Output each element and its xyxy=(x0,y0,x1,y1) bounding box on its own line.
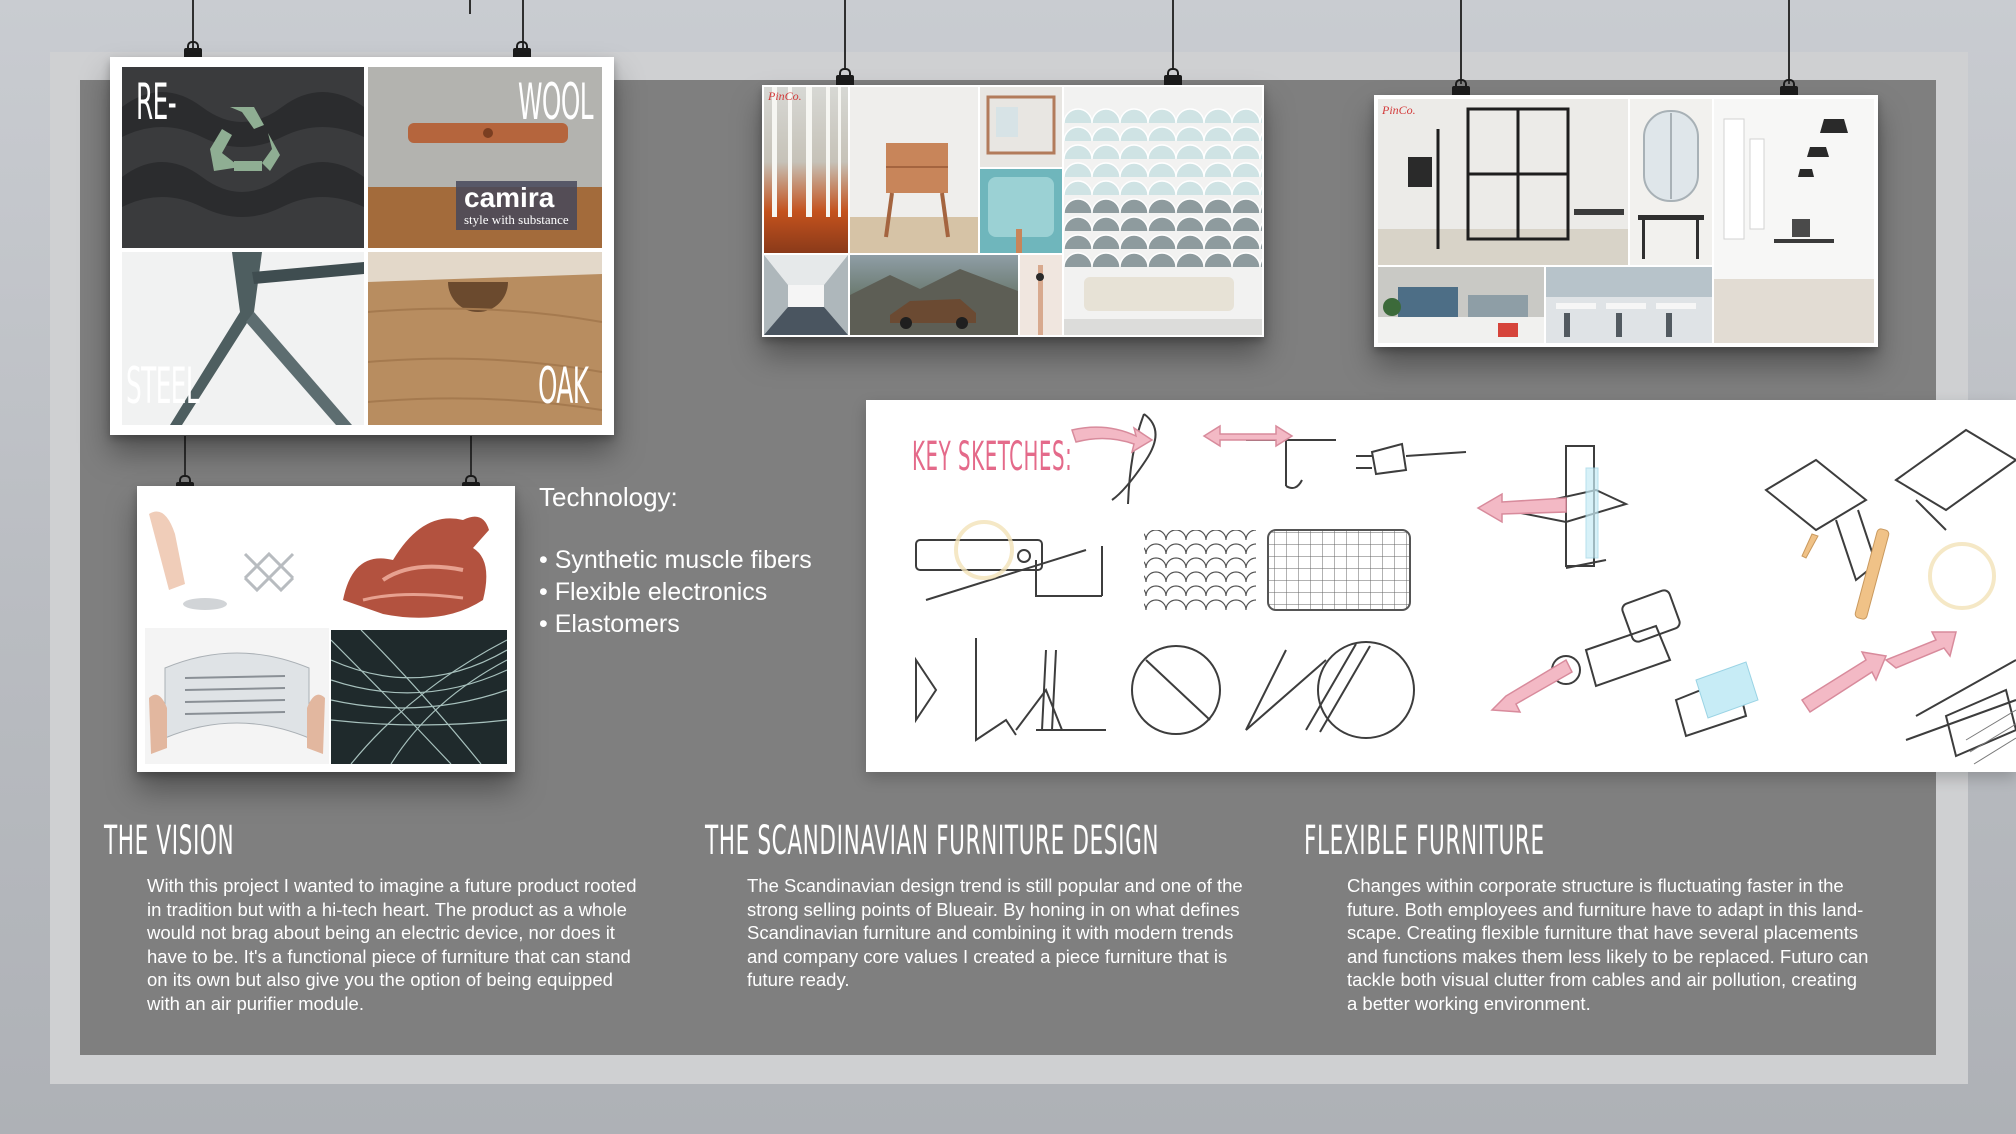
fibers-graphic xyxy=(331,630,507,764)
section-line: The Scandinavian design trend is still popular and one of the xyxy=(747,875,1243,896)
detail-tile xyxy=(1020,255,1062,335)
key-sketches-panel xyxy=(866,400,2016,772)
interior-graphic xyxy=(980,87,1062,167)
section-line: have to be. It's a functional piece of furniture that can stand xyxy=(147,945,631,967)
scale-pattern-sketch xyxy=(1144,530,1256,610)
workstation-graphic xyxy=(1546,267,1712,343)
flexible-electronics-tile xyxy=(145,628,329,764)
car-landscape-tile xyxy=(850,255,1018,335)
hanging-string xyxy=(1788,0,1790,84)
hanging-string xyxy=(1460,0,1462,84)
section-heading-flexible: FLEXIBLE FURNITURE xyxy=(1304,818,1545,864)
material-label-oak: OAK xyxy=(538,357,589,415)
corridor-tile xyxy=(764,255,848,335)
glass-office-tile xyxy=(1378,99,1628,265)
brand-mark: PinCo. xyxy=(768,89,802,103)
window-desk-tile xyxy=(1630,99,1712,265)
section-body-vision xyxy=(147,874,636,1016)
scandinavian-moodboard-poster xyxy=(762,85,1264,337)
section-line: With this project I wanted to imagine a future product rooted xyxy=(147,875,637,896)
section-line: and functions makes them less likely to be replaced. Futuro can xyxy=(1347,945,1869,967)
loft-office-tile xyxy=(1714,99,1874,343)
hanging-string xyxy=(844,0,846,70)
workstation-tile xyxy=(1546,267,1712,343)
section-line: strong selling points of Blueair. By honing in on what defines xyxy=(747,898,1240,920)
window-desk-graphic xyxy=(1630,99,1712,265)
sketches-title: KEY SKETCHES: xyxy=(912,434,1073,480)
scallop-wall-graphic xyxy=(1064,87,1262,335)
lattice-tile xyxy=(145,494,321,618)
elastomer-fibers-tile xyxy=(331,630,507,764)
brand-tagline: style with substance xyxy=(464,212,569,227)
corridor-graphic xyxy=(764,255,848,335)
technology-item: • Synthetic muscle fibers xyxy=(539,544,812,576)
open-office-tile xyxy=(1378,267,1544,343)
lattice-graphic xyxy=(145,494,321,618)
technology-poster xyxy=(137,486,515,772)
technology-title: Technology: xyxy=(539,482,678,512)
section-line: Changes within corporate structure is fluctuating faster in the xyxy=(1347,875,1844,896)
section-heading-scandinavian: THE SCANDINAVIAN FURNITURE DESIGN xyxy=(705,818,1160,864)
interior-tile xyxy=(980,87,1062,167)
nightstand-graphic xyxy=(850,87,978,253)
camira-logo xyxy=(456,181,577,230)
hanging-string xyxy=(1172,0,1174,70)
section-line: in tradition but with a hi-tech heart. The product as a whole xyxy=(147,898,627,920)
section-line: tackle both visual clutter from cables and air pollution, creating xyxy=(1347,969,1858,991)
muscle-arm-graphic xyxy=(323,490,509,626)
glass-office-graphic xyxy=(1378,99,1628,265)
loft-office-graphic xyxy=(1714,99,1874,343)
felt-panel-tile xyxy=(980,169,1062,253)
section-line: with an air purifier module. xyxy=(147,992,364,1014)
section-heading-vision: THE VISION xyxy=(104,818,235,864)
hanging-string xyxy=(469,0,471,14)
material-label-wool: WOOL xyxy=(518,73,593,131)
sketches-drawing xyxy=(866,400,2016,772)
felt-panel-graphic xyxy=(980,169,1062,253)
section-body-scandinavian xyxy=(747,874,1243,992)
material-label-steel: STEEL xyxy=(126,357,200,415)
section-line: and company core values I created a piece furniture that is xyxy=(747,945,1228,967)
section-body-flexible xyxy=(1347,874,1868,1016)
muscle-tile xyxy=(323,490,509,626)
technology-item: • Elastomers xyxy=(539,608,812,640)
scallop-wall-tile xyxy=(1064,87,1262,335)
grid-pattern-sketch xyxy=(1268,530,1410,610)
open-office-graphic xyxy=(1378,267,1544,343)
section-line: future ready. xyxy=(747,969,850,991)
detail-graphic xyxy=(1020,255,1062,335)
section-line: Scandinavian furniture and combining it with modern trends xyxy=(747,922,1234,944)
technology-list xyxy=(539,544,812,640)
section-line: would not brag about being an electric device, nor does it xyxy=(147,922,615,944)
section-line: a better working environment. xyxy=(1347,992,1591,1014)
hanging-string xyxy=(184,436,186,476)
section-line: on its own but also give you the option of being equipped xyxy=(147,969,613,991)
nightstand-tile xyxy=(850,87,978,253)
section-line: future. Both employees and furniture have to adapt in this land- xyxy=(1347,898,1864,920)
car-graphic xyxy=(850,255,1018,335)
birch-trees-graphic xyxy=(764,87,848,253)
brand-name: camira xyxy=(464,182,555,213)
hanging-string xyxy=(470,436,472,476)
material-label-re: RE- xyxy=(136,73,177,131)
bendable-screen-graphic xyxy=(145,628,329,764)
technology-item: • Flexible electronics xyxy=(539,576,812,608)
birch-forest-tile xyxy=(764,87,848,253)
section-line: scape. Creating flexible furniture that have several placements xyxy=(1347,922,1859,944)
office-moodboard-poster xyxy=(1374,95,1878,347)
materials-poster xyxy=(110,57,614,435)
brand-mark: PinCo. xyxy=(1382,103,1416,117)
